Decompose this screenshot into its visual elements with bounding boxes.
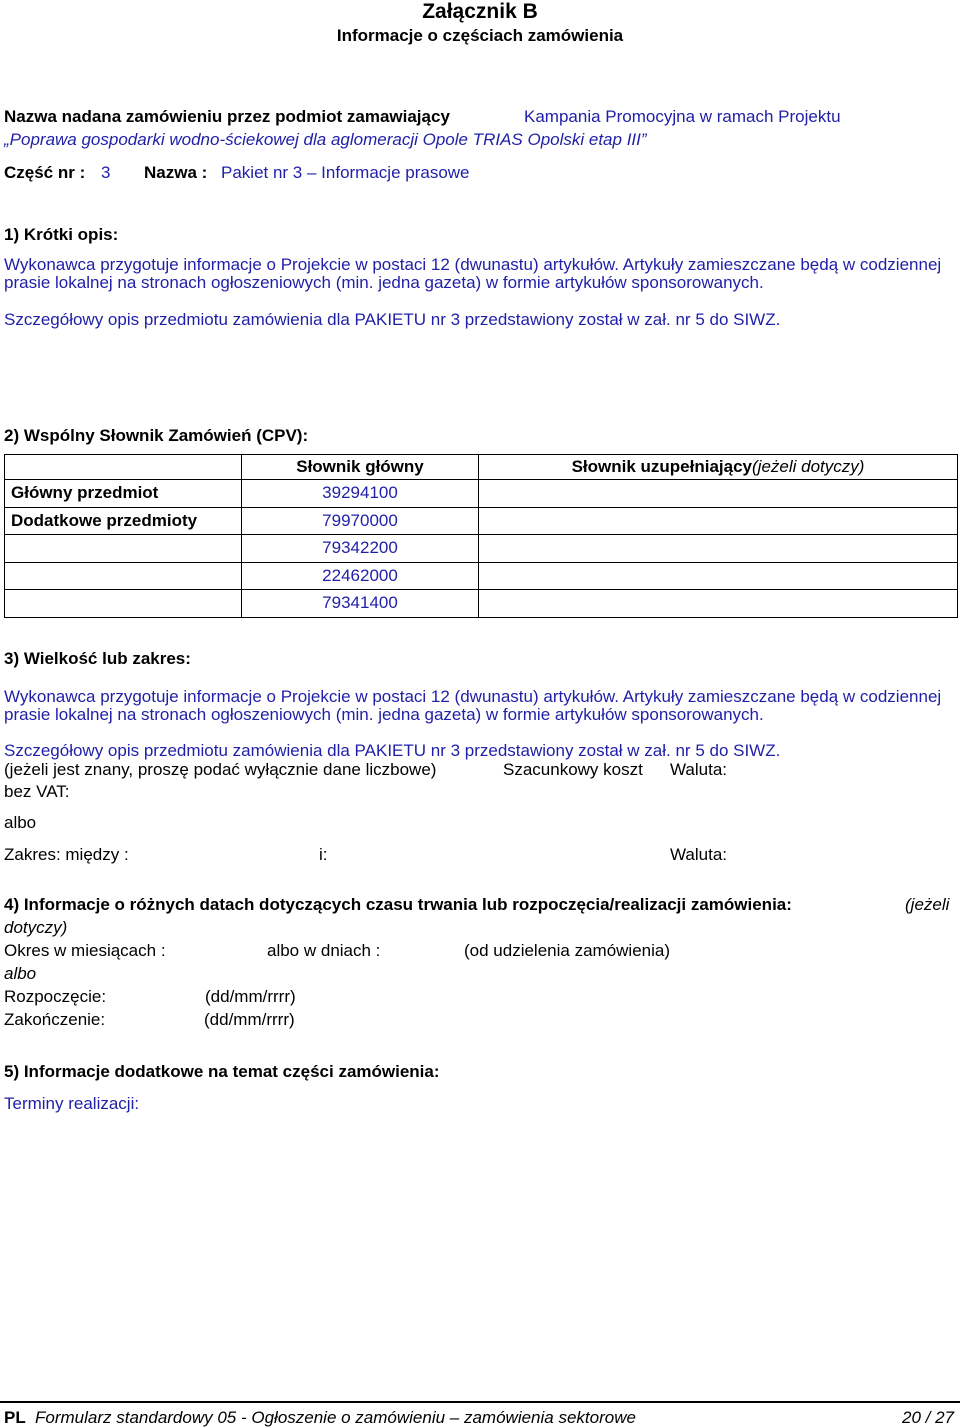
cpv-supplementary-cell [479,480,958,508]
cpv-code: 22462000 [242,562,479,590]
section1-description-detail: Szczegółowy opis przedmiotu zamówienia dla PAKIETU nr 3 przedstawiony został w zał. nr 5 do SIWZ. [4,310,781,329]
cost-note: (jeżeli jest znany, proszę podać wyłącznie dane liczbowe) [4,760,437,779]
section4-heading-note: (jeżeli [905,895,950,914]
from-award-label: (od udzielenia zamówienia) [464,941,671,960]
part-name-value: Pakiet nr 3 – Informacje prasowe [221,163,470,182]
cpv-supplementary-cell [479,590,958,618]
cpv-code: 79970000 [242,507,479,535]
section4-or-label: albo [4,964,37,983]
part-number-value: 3 [101,163,111,182]
footer-lang: PL [4,1408,26,1427]
range-label: Zakres: między : [4,845,129,864]
table-row [5,562,958,590]
cpv-row-label: Dodatkowe przedmioty [5,507,242,535]
footer-page-number: 20 / 27 [902,1408,954,1427]
section3-description-detail: Szczegółowy opis przedmiotu zamówienia dla PAKIETU nr 3 przedstawiony został w zał. nr 5 do SIWZ. [4,741,781,760]
page-subtitle: Informacje o częściach zamówienia [336,26,624,45]
part-number-label: Część nr : [4,163,86,182]
cpv-code: 39294100 [242,480,479,508]
page-title: Załącznik B [422,0,538,23]
section3-heading: 3) Wielkość lub zakres: [4,649,191,668]
order-name-value-line2: „Poprawa gospodarki wodno-ściekowej dla aglomeracji Opole TRIAS Opolski etap III” [4,130,647,149]
cpv-row-label [5,535,242,563]
table-row [5,590,958,618]
section5-heading: 5) Informacje dodatkowe na temat części zamówienia: [4,1062,440,1081]
cpv-header-supplementary-label: Słownik uzupełniający [571,457,752,476]
table-row [5,507,958,535]
order-name-label: Nazwa nadana zamówieniu przez podmiot zamawiający [4,107,450,126]
cpv-supplementary-cell [479,535,958,563]
cpv-code: 79342200 [242,535,479,563]
section3-description: Wykonawca przygotuje informacje o Projekcie w postaci 12 (dwunastu) artykułów. Artykuły zamieszczane będą w codziennej prasie lokalnej na stronach ogłoszeniowych (min. jedna gazeta) w formie artykułów sponsorowanych. [4,687,942,724]
cpv-supplementary-cell [479,507,958,535]
footer-form-name: Formularz standardowy 05 - Ogłoszenie o zamówieniu – zamówienia sektorowe [35,1408,636,1427]
or-label: albo [4,813,37,832]
table-row [5,535,958,563]
cost-label: Szacunkowy koszt [503,760,643,779]
months-label: Okres w miesiącach : [4,941,166,960]
section1-heading: 1) Krótki opis: [4,225,119,244]
section2-heading: 2) Wspólny Słownik Zamówień (CPV): [4,426,309,445]
cpv-row-label [5,562,242,590]
cpv-code: 79341400 [242,590,479,618]
cpv-header-empty [5,455,242,480]
footer-rule [0,1401,960,1403]
end-date-format: (dd/mm/rrrr) [204,1010,295,1029]
range-currency-label: Waluta: [670,845,728,864]
days-label: albo w dniach : [267,941,381,960]
section1-description: Wykonawca przygotuje informacje o Projekcie w postaci 12 (dwunastu) artykułów. Artykuły zamieszczane będą w codziennej prasie lokalnej na stronach ogłoszeniowych (min. jedna gazeta) w formie artykułów sponsorowanych. [4,255,942,292]
section4-heading-note-cont: dotyczy) [4,918,68,937]
start-label: Rozpoczęcie: [4,987,107,1006]
cpv-row-label: Główny przedmiot [5,480,242,508]
part-name-label: Nazwa : [144,163,208,182]
vat-label: bez VAT: [4,782,70,801]
range-and-label: i: [319,845,328,864]
order-name-value-line1: Kampania Promocyjna w ramach Projektu [524,107,841,126]
cpv-header-row [5,455,958,480]
cpv-table [4,454,958,618]
cpv-row-label [5,590,242,618]
currency-label: Waluta: [670,760,728,779]
cpv-supplementary-cell [479,562,958,590]
start-date-format: (dd/mm/rrrr) [205,987,296,1006]
section4-heading: 4) Informacje o różnych datach dotyczących czasu trwania lub rozpoczęcia/realizacji zamówienia: [4,895,792,914]
section5-text: Terminy realizacji: [4,1094,140,1113]
cpv-header-main: Słownik główny [242,455,479,480]
cpv-header-supplementary-note: (jeżeli dotyczy) [752,457,865,476]
table-row [5,480,958,508]
end-label: Zakończenie: [4,1010,106,1029]
cpv-header-supplementary [479,455,958,480]
